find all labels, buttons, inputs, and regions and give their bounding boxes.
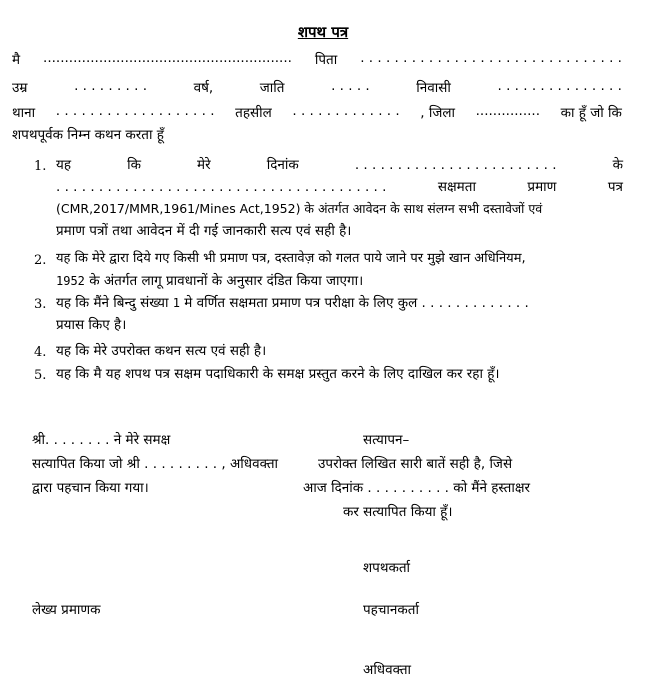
list-item (56, 292, 623, 336)
item-text: कि (127, 157, 141, 173)
list-item (56, 363, 623, 385)
date-blank: . . . . . . . . . . . . . . . . . . . . . . . . (354, 157, 557, 173)
item-number: 4. (34, 345, 47, 360)
item-text: दिनांक (266, 157, 299, 173)
verification-line-3: आज दिनांक . . . . . . . . . . को मैंने हस्ताक्षर (303, 480, 531, 496)
age-blank: . . . . . . . . . (74, 78, 148, 94)
tehsil-blank: . . . . . . . . . . . . . (292, 103, 400, 119)
notary-signature-label: लेख्य प्रमाणक (32, 602, 101, 618)
father-name-blank: . . . . . . . . . . . . . . . . . . . . . . . . . . . . . . . (360, 50, 622, 66)
residence-blank: . . . . . . . . . . . . . . . (497, 78, 622, 94)
intro-text: का हूँ जो कि (560, 105, 622, 121)
deponent-signature-label: शपथकर्ता (363, 560, 411, 576)
witness-line-3: द्वारा पहचान किया गया। (32, 480, 149, 496)
police-station-blank: . . . . . . . . . . . . . . . . . . . (55, 103, 215, 119)
item-text: प्रमाण (527, 179, 557, 195)
intro-text: थाना (12, 105, 36, 121)
intro-text: जाति (259, 80, 285, 96)
item-text: यह कि मैंने बिन्दु संख्या (56, 295, 173, 311)
point-number: 1 (172, 296, 181, 310)
item-text: यह कि मेरे द्वारा दिये गए किसी भी प्रमाण पत्र, दस्तावेज़ को गलत पाये जाने पर मुझे खान अधिनियम, (56, 251, 526, 266)
intro-line-4: शपथपूर्वक निम्न कथन करता हूँ (12, 127, 164, 143)
intro-text: उम्र (12, 80, 28, 96)
item-number: 1. (34, 159, 47, 174)
item-text: प्रयास किए है। (56, 317, 127, 333)
document-title: शपथ पत्र (297, 23, 349, 41)
list-item (56, 154, 623, 242)
item-text: यह (56, 157, 71, 173)
item-text: मे वर्णित सक्षमता प्रमाण पत्र परीक्षा के लिए कुल . . . . . . . . . . . . . (180, 295, 529, 311)
list-item (56, 340, 623, 362)
verification-line-2: उपरोक्त लिखित सारी बातें सही है, जिसे (318, 456, 513, 472)
item-text: यह कि मै यह शपथ पत्र सक्षम पदाधिकारी के समक्ष प्रस्तुत करने के लिए दाखिल कर रहा हूँ। (56, 366, 500, 382)
advocate-signature-label: अधिवक्ता (363, 662, 412, 678)
intro-line-2 (12, 78, 622, 96)
item-text: पत्र (607, 179, 623, 195)
name-blank: .......................................................... (43, 50, 292, 66)
item-number: 3. (34, 297, 47, 312)
item-text: (CMR,2017/MMR,1961/Mines Act,1952) के अंतर्गत आवेदन के साथ संलग्न सभी दस्तावेजों एवं (56, 201, 543, 216)
item-text: के अंतर्गत लागू प्रावधानों के अनुसार दंडित किया जाएगा। (84, 273, 364, 289)
intro-text: मै (12, 52, 21, 68)
verification-heading: सत्यापन– (363, 432, 410, 448)
district-blank: ............... (475, 103, 541, 119)
item-number: 2. (34, 253, 47, 268)
item-text: सक्षमता (437, 179, 476, 195)
item-text: के (612, 157, 623, 173)
intro-text: तहसील (235, 105, 272, 121)
year-text: 1952 (56, 274, 85, 288)
intro-text: , जिला (420, 105, 456, 121)
item-text: मेरे (197, 157, 211, 173)
list-item (56, 248, 623, 292)
item-text: प्रमाण पत्रों तथा आवेदन में दी गई जानकारी सत्य एवं सही है। (56, 223, 352, 239)
intro-line-3 (12, 103, 622, 121)
certificate-blank: . . . . . . . . . . . . . . . . . . . . . . . . . . . . . . . . . . . . . . . (56, 179, 387, 195)
verification-line-4: कर सत्यापित किया हूँ। (343, 504, 453, 520)
intro-text: वर्ष, (193, 80, 214, 96)
identifier-signature-label: पहचानकर्ता (363, 602, 419, 618)
caste-blank: . . . . . (331, 78, 370, 94)
witness-line-1: श्री. . . . . . . . ने मेरे समक्ष (32, 432, 171, 448)
intro-text: पिता (314, 52, 338, 68)
item-number: 5. (34, 368, 47, 383)
item-text: यह कि मेरे उपरोक्त कथन सत्य एवं सही है। (56, 343, 267, 359)
intro-text: निवासी (416, 80, 451, 96)
intro-line-1 (12, 50, 622, 68)
witness-line-2: सत्यापित किया जो श्री . . . . . . . . . , अधिवक्ता (32, 456, 279, 472)
